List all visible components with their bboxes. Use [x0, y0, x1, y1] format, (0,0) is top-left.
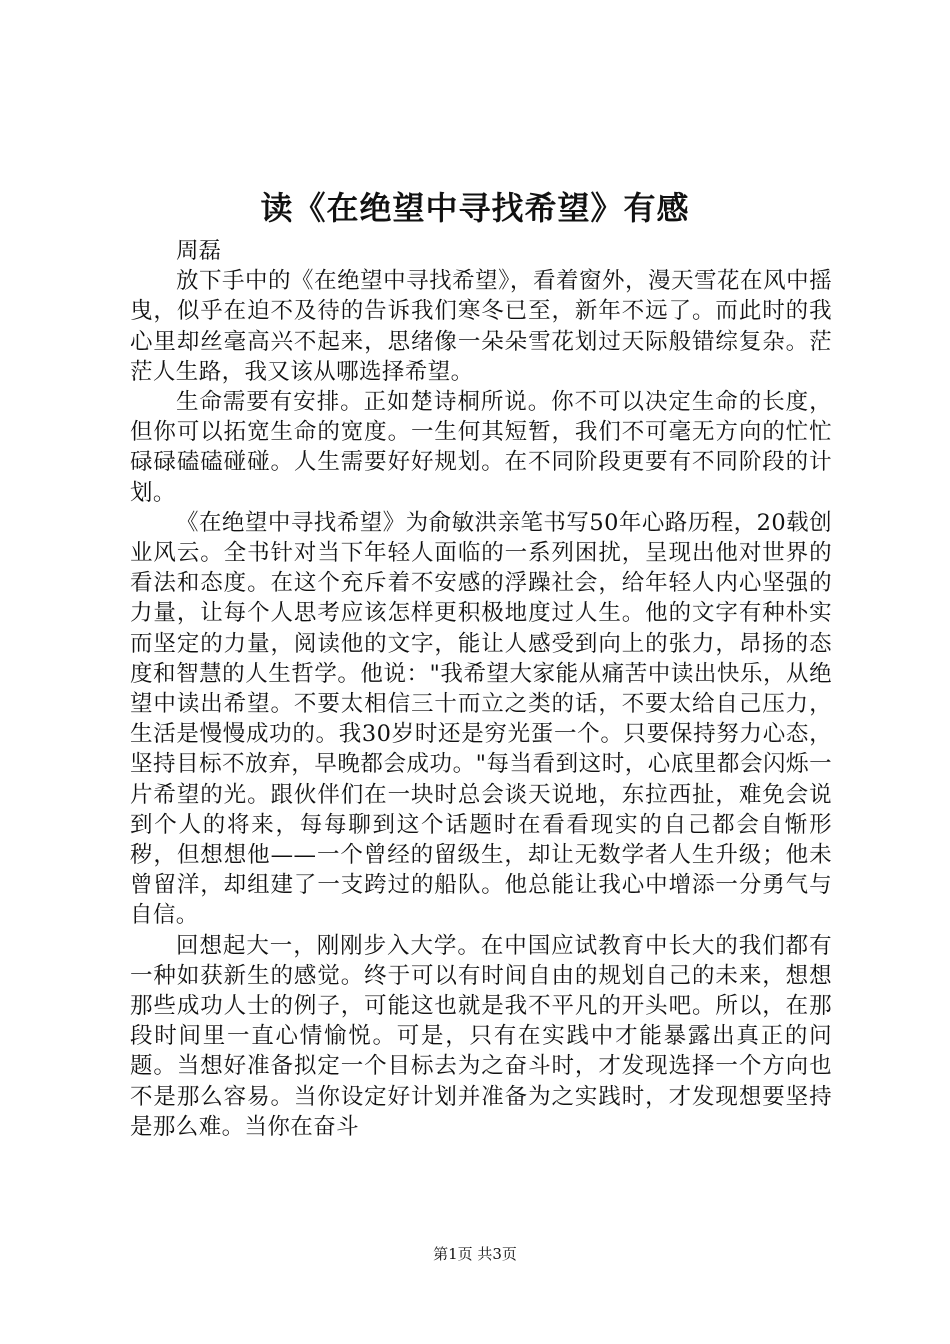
- page-footer: 第1页 共3页: [433, 1245, 517, 1263]
- article-body: [130, 236, 832, 1142]
- paragraph-1: 放下手中的《在绝望中寻找希望》，看着窗外，漫天雪花在风中摇曳，似乎在迫不及待的告诉我们寒冬已至，新年不远了。而此时的我心里却丝毫高兴不起来，思绪像一朵朵雪花划过天际般错综复杂。茫茫人生路，我又该从哪选择希望。: [130, 268, 832, 385]
- paragraph-2: 生命需要有安排。正如楚诗桐所说。你不可以决定生命的长度，但你可以拓宽生命的宽度。一生何其短暂，我们不可毫无方向的忙忙碌碌磕磕碰碰。人生需要好好规划。在不同阶段更要有不同阶段的计划。: [130, 389, 832, 506]
- author-name: 周磊: [176, 238, 222, 264]
- page-title: 读《在绝望中寻找希望》有感: [260, 189, 690, 227]
- paragraph-3: 《在绝望中寻找希望》为俞敏洪亲笔书写50年心路历程，20载创业风云。全书针对当下年轻人面临的一系列困扰，呈现出他对世界的看法和态度。在这个充斥着不安感的浮躁社会，给年轻人内心坚强的力量，让每个人思考应该怎样更积极地度过人生。他的文字有种朴实而坚定的力量，阅读他的文字，能让人感受到向上的张力，昂扬的态度和智慧的人生哲学。他说："我希望大家能从痛苦中读出快乐，从绝望中读出希望。不要太相信三十而立之类的话，不要太给自己压力，生活是慢慢成功的。我30岁时还是穷光蛋一个。只要保持努力心态，坚持目标不放弃，早晚都会成功。"每当看到这时，心底里都会闪烁一片希望的光。跟伙伴们在一块时总会谈天说地，东拉西扯，难免会说到个人的将来，每每聊到这个话题时在看看现实的自己都会自惭形秽，但想想他——一个曾经的留级生，却让无数学者人生升级；他未曾留洋，却组建了一支跨过的船队。他总能让我心中增添一分勇气与自信。: [130, 509, 832, 929]
- paragraph-4: 回想起大一，刚刚步入大学。在中国应试教育中长大的我们都有一种如获新生的感觉。终于可以有时间自由的规划自己的未来，想想那些成功人士的例子，可能这也就是我不平凡的开头吧。所以，在那段时间里一直心情愉悦。可是，只有在实践中才能暴露出真正的问题。当想好准备拟定一个目标去为之奋斗时，才发现选择一个方向也不是那么容易。当你设定好计划并准备为之实践时，才发现想要坚持是那么难。当你在奋斗: [130, 932, 832, 1140]
